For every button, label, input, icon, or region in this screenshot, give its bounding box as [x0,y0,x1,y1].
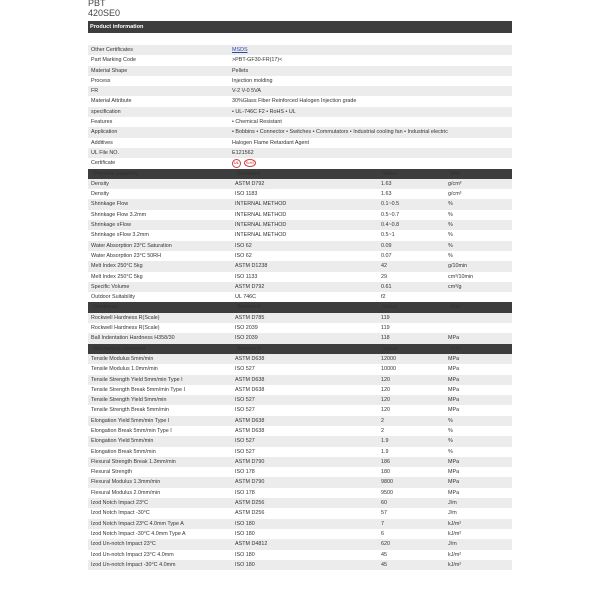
property-unit: % [448,211,453,218]
property-value: 0.09 [381,242,392,249]
property-unit: MPa [448,366,460,373]
table-row [88,251,512,261]
table-row [88,447,512,457]
table-row [88,230,512,240]
property-name: Elongation Break 5mm/min [91,448,156,455]
table-row [88,272,512,282]
property-value: 9500 [381,489,393,496]
property-unit: % [448,222,453,229]
property-unit: J/m [448,500,457,507]
test-standard: INTERNAL METHOD [235,211,287,218]
info-row [88,138,512,148]
table-row [88,477,512,487]
property-value: 180 [381,469,390,476]
test-standard: ISO 178 [235,489,255,496]
column-header-unit: Unit [450,304,461,311]
property-unit [448,323,512,333]
property-tables [88,169,512,571]
property-unit: MPa [448,355,460,362]
info-row [88,86,512,96]
info-row [88,96,512,106]
section-title: Hardness [93,304,118,311]
test-standard: ISO 180 [235,530,255,537]
section-title: Physical property [93,170,139,177]
table-row [88,426,512,436]
property-value: 57 [381,510,387,517]
property-unit: cm³/10min [448,273,474,280]
info-row [88,127,512,137]
test-standard: ASTM D1238 [235,263,268,270]
certificate-icons [232,158,512,168]
column-header-value: Value [383,304,398,311]
column-header-standard: Standard [237,170,261,177]
test-standard: ASTM D792 [235,180,265,187]
info-label: Material Shape [91,67,128,74]
property-unit: cm³/g [448,283,462,290]
info-value: • Chemical Resistant [232,119,282,126]
property-value: 1.63 [381,180,392,187]
info-value: E121562 [232,149,254,156]
test-standard: ASTM D790 [235,479,265,486]
property-value: 2 [381,427,384,434]
table-row [88,488,512,498]
test-standard: ASTM D638 [235,417,265,424]
property-unit: MPa [448,386,460,393]
test-standard: INTERNAL METHOD [235,222,287,229]
property-value: 42 [381,263,387,270]
table-row [88,189,512,199]
property-name: Melt Index 250°C 5kg [91,273,143,280]
test-standard: INTERNAL METHOD [235,201,287,208]
property-name: Tensile Modulus 5mm/min [91,355,154,362]
property-value: 1.63 [381,191,392,198]
table-row [88,539,512,549]
property-unit: kJ/m² [448,520,462,527]
property-name: Rockwell Hardness R(Scale) [91,314,160,321]
table-row [88,395,512,405]
property-name: Izod Un-notch Impact -30°C 4.0mm [91,561,176,568]
table-row [88,529,512,539]
property-value: 2 [381,417,384,424]
property-name: Elongation Yield 5mm/min Type I [91,417,170,424]
test-standard: ASTM D638 [235,355,265,362]
info-value: V-2 V-0 5VA [232,88,261,95]
property-unit: MPa [448,489,460,496]
product-information-table [88,45,512,169]
property-name: Tensile Strength Yield 5mm/min Type I [91,376,183,383]
property-name: Izod Un-notch Impact 23°C 4.0mm [91,551,174,558]
property-unit: g/10min [448,263,468,270]
property-name: Density [91,180,109,187]
table-row [88,210,512,220]
property-value: 120 [381,386,390,393]
property-name: Melt Index 250°C 5kg [91,263,143,270]
property-unit: MPa [448,469,460,476]
info-label: Part Marking Code [91,57,136,64]
table-row [88,519,512,529]
info-label: Other Certificates [91,47,133,53]
info-row [88,148,512,158]
property-value: 120 [381,376,390,383]
property-value: 0.61 [381,283,392,290]
test-standard: ISO 2039 [235,325,258,332]
property-value: 120 [381,397,390,404]
test-standard: ASTM D256 [235,500,265,507]
test-standard: ASTM D638 [235,376,265,383]
test-standard: ISO 62 [235,252,252,259]
column-header-unit: Unit [450,170,461,177]
property-unit: % [448,448,453,455]
table-row [88,416,512,426]
property-name: Izod Notch Impact 23°C [91,500,148,507]
property-name: Elongation Yield 5mm/min [91,438,154,445]
info-value: • Bobbins • Connector • Switches • Commutators • Industrial cooling fan • Industrial electric [232,129,448,136]
table-row [88,405,512,415]
property-value: 9800 [381,479,393,486]
test-standard: ISO 178 [235,469,255,476]
info-label: Features [91,119,113,126]
property-value: 118 [381,335,390,342]
property-name: Tensile Strength Yield 5mm/min [91,397,167,404]
info-label: Additives [91,139,113,146]
property-value: 0.1~0.5 [381,201,400,208]
info-row [88,55,512,65]
info-label: Process [91,77,111,84]
property-unit: MPa [448,479,460,486]
property-value: 620 [381,541,390,548]
info-value: 30%Glass Fiber Reinforced Halogen Injection grade [232,98,357,105]
table-row [88,323,512,333]
table-row [88,560,512,570]
table-row [88,313,512,323]
table-row [88,364,512,374]
test-standard: UL 746C [235,294,257,301]
property-value: 0.4~0.8 [381,222,400,229]
info-label: specification [91,108,121,115]
property-unit: MPa [448,335,460,342]
property-value: 119 [381,314,390,321]
info-label: FR [91,88,99,95]
column-header-value: Value [383,170,398,177]
property-unit: % [448,427,453,434]
table-row [88,508,512,518]
table-row [88,385,512,395]
table-row [88,457,512,467]
section-header [88,302,512,312]
property-name: Izod Notch Impact -30°C 4.0mm Type A [91,530,186,537]
property-value: 186 [381,458,390,465]
property-value: 7 [381,520,384,527]
datasheet [88,0,512,570]
property-value: 119 [381,325,390,332]
section-spacer [88,33,512,45]
product-information-header: Product information [88,21,512,33]
column-header-standard: Standard [237,345,261,352]
property-value: 12000 [381,355,396,362]
test-standard: ISO 527 [235,407,255,414]
info-value: >PBT-GF30-FR(17)< [232,57,283,64]
property-unit: kJ/m² [448,530,462,537]
property-name: Ball Indentation Hardness H358/30 [91,335,175,342]
property-value: 6 [381,530,384,537]
property-unit: J/m [448,541,457,548]
test-standard: ISO 527 [235,438,255,445]
property-value: 0.5~1 [381,232,395,239]
property-unit: % [448,438,453,445]
test-standard: INTERNAL METHOD [235,232,287,239]
column-header-value: Value [383,345,398,352]
test-standard: ISO 527 [235,366,255,373]
property-name: Outdoor Suitability [91,294,136,301]
column-header-unit: Unit [450,345,461,352]
property-unit: MPa [448,397,460,404]
property-unit: MPa [448,407,460,414]
section-title: Mechanical behavior [93,345,147,352]
property-unit: % [448,252,453,259]
test-standard: ASTM D785 [235,314,265,321]
material-name: PBT [88,0,106,7]
table-row [88,375,512,385]
test-standard: ISO 180 [235,561,255,568]
test-standard: ISO 62 [235,242,252,249]
test-standard: ASTM D792 [235,283,265,290]
property-value: 10000 [381,366,396,373]
property-unit [448,313,512,323]
property-unit: % [448,242,453,249]
property-value: 0.5~0.7 [381,211,400,218]
property-name: Izod Notch Impact -30°C [91,510,150,517]
property-name: Tensile Strength Break 5mm/min Type I [91,386,185,393]
table-row [88,292,512,302]
test-standard: ISO 2039 [235,335,258,342]
property-unit: g/cm³ [448,180,462,187]
property-unit: kJ/m² [448,551,462,558]
info-value: Injection molding [232,77,273,84]
property-value: 120 [381,407,390,414]
info-label: Application [91,129,118,136]
info-value: • UL-746C F2 • RoHS • UL [232,108,296,115]
info-row [88,158,512,168]
table-row [88,550,512,560]
table-row [88,282,512,292]
property-name: Water Absorption 23°C 50RH [91,252,161,259]
info-row [88,66,512,76]
info-row [88,107,512,117]
info-value: Halogen Flame Retardant Agent [232,139,310,146]
test-standard: ISO 527 [235,448,255,455]
property-unit: kJ/m² [448,561,462,568]
property-name: Izod Un-notch Impact 23°C [91,541,156,548]
property-value: 1.9 [381,438,389,445]
info-row [88,117,512,127]
property-unit: MPa [448,376,460,383]
property-value: 45 [381,551,387,558]
table-row [88,261,512,271]
test-standard: ISO 180 [235,551,255,558]
property-value: 29 [381,273,387,280]
property-value: 1.9 [381,448,389,455]
test-standard: ISO 527 [235,397,255,404]
property-unit: J/m [448,510,457,517]
property-unit: MPa [448,458,460,465]
property-value: 45 [381,561,387,568]
property-name: Rockwell Hardness R(Scale) [91,325,160,332]
property-name: Tensile Strength Break 5mm/min [91,407,169,414]
property-name: Flexural Modulus 1.3mm/min [91,479,161,486]
property-unit: % [448,417,453,424]
property-name: Flexural Strength Break 1.3mm/min [91,458,176,465]
table-row [88,333,512,343]
property-value: 0.07 [381,252,392,259]
test-standard: ASTM D4812 [235,541,268,548]
info-label: Material Attribute [91,98,132,105]
property-name: Flexural Modulus 2.0mm/min [91,489,161,496]
property-name: Flexural Strength [91,469,133,476]
table-row [88,241,512,251]
property-name: Shrinkage xFlow [91,222,131,229]
info-value: Pellets [232,67,249,74]
property-unit: g/cm³ [448,191,462,198]
property-name: Density [91,191,109,198]
table-row [88,199,512,209]
property-name: Specific Volume [91,283,130,290]
property-value: 60 [381,500,387,507]
info-row [88,76,512,86]
property-unit [448,292,512,302]
info-label: Certificate [91,160,116,167]
table-row [88,436,512,446]
table-row [88,498,512,508]
property-name: Izod Notch Impact 23°C 4.0mm Type A [91,520,184,527]
cert-icon-group [232,158,512,168]
info-row [88,45,512,55]
test-standard: ISO 1133 [235,273,258,280]
column-header-standard: Standard [237,304,261,311]
property-name: Shrinkage xFlow 3.2mm [91,232,149,239]
property-name: Elongation Break 5mm/min Type I [91,427,172,434]
property-name: Shrinkage Flow 3.2mm [91,211,147,218]
test-standard: ISO 180 [235,520,255,527]
table-row [88,467,512,477]
msds-link[interactable]: MSDS [232,47,248,53]
section-header [88,344,512,354]
test-standard: ISO 1183 [235,191,258,198]
info-label: UL File NO. [91,149,119,156]
test-standard: ASTM D638 [235,427,265,434]
property-unit: % [448,201,453,208]
table-row [88,179,512,189]
ul-certification-icon: UL [232,159,241,168]
table-row [88,220,512,230]
test-standard: ASTM D256 [235,510,265,517]
grade-name: 420SE0 [88,8,121,18]
rohs-certification-icon: RoHS [245,161,255,166]
property-value: f2 [381,294,386,301]
test-standard: ASTM D638 [235,386,265,393]
property-name: Tensile Modulus 1.0mm/min [91,366,158,373]
property-name: Shrinkage Flow [91,201,129,208]
section-header [88,169,512,179]
property-name: Water Absorption 23°C Saturation [91,242,172,249]
table-row [88,354,512,364]
property-unit: % [448,232,453,239]
test-standard: ASTM D790 [235,458,265,465]
